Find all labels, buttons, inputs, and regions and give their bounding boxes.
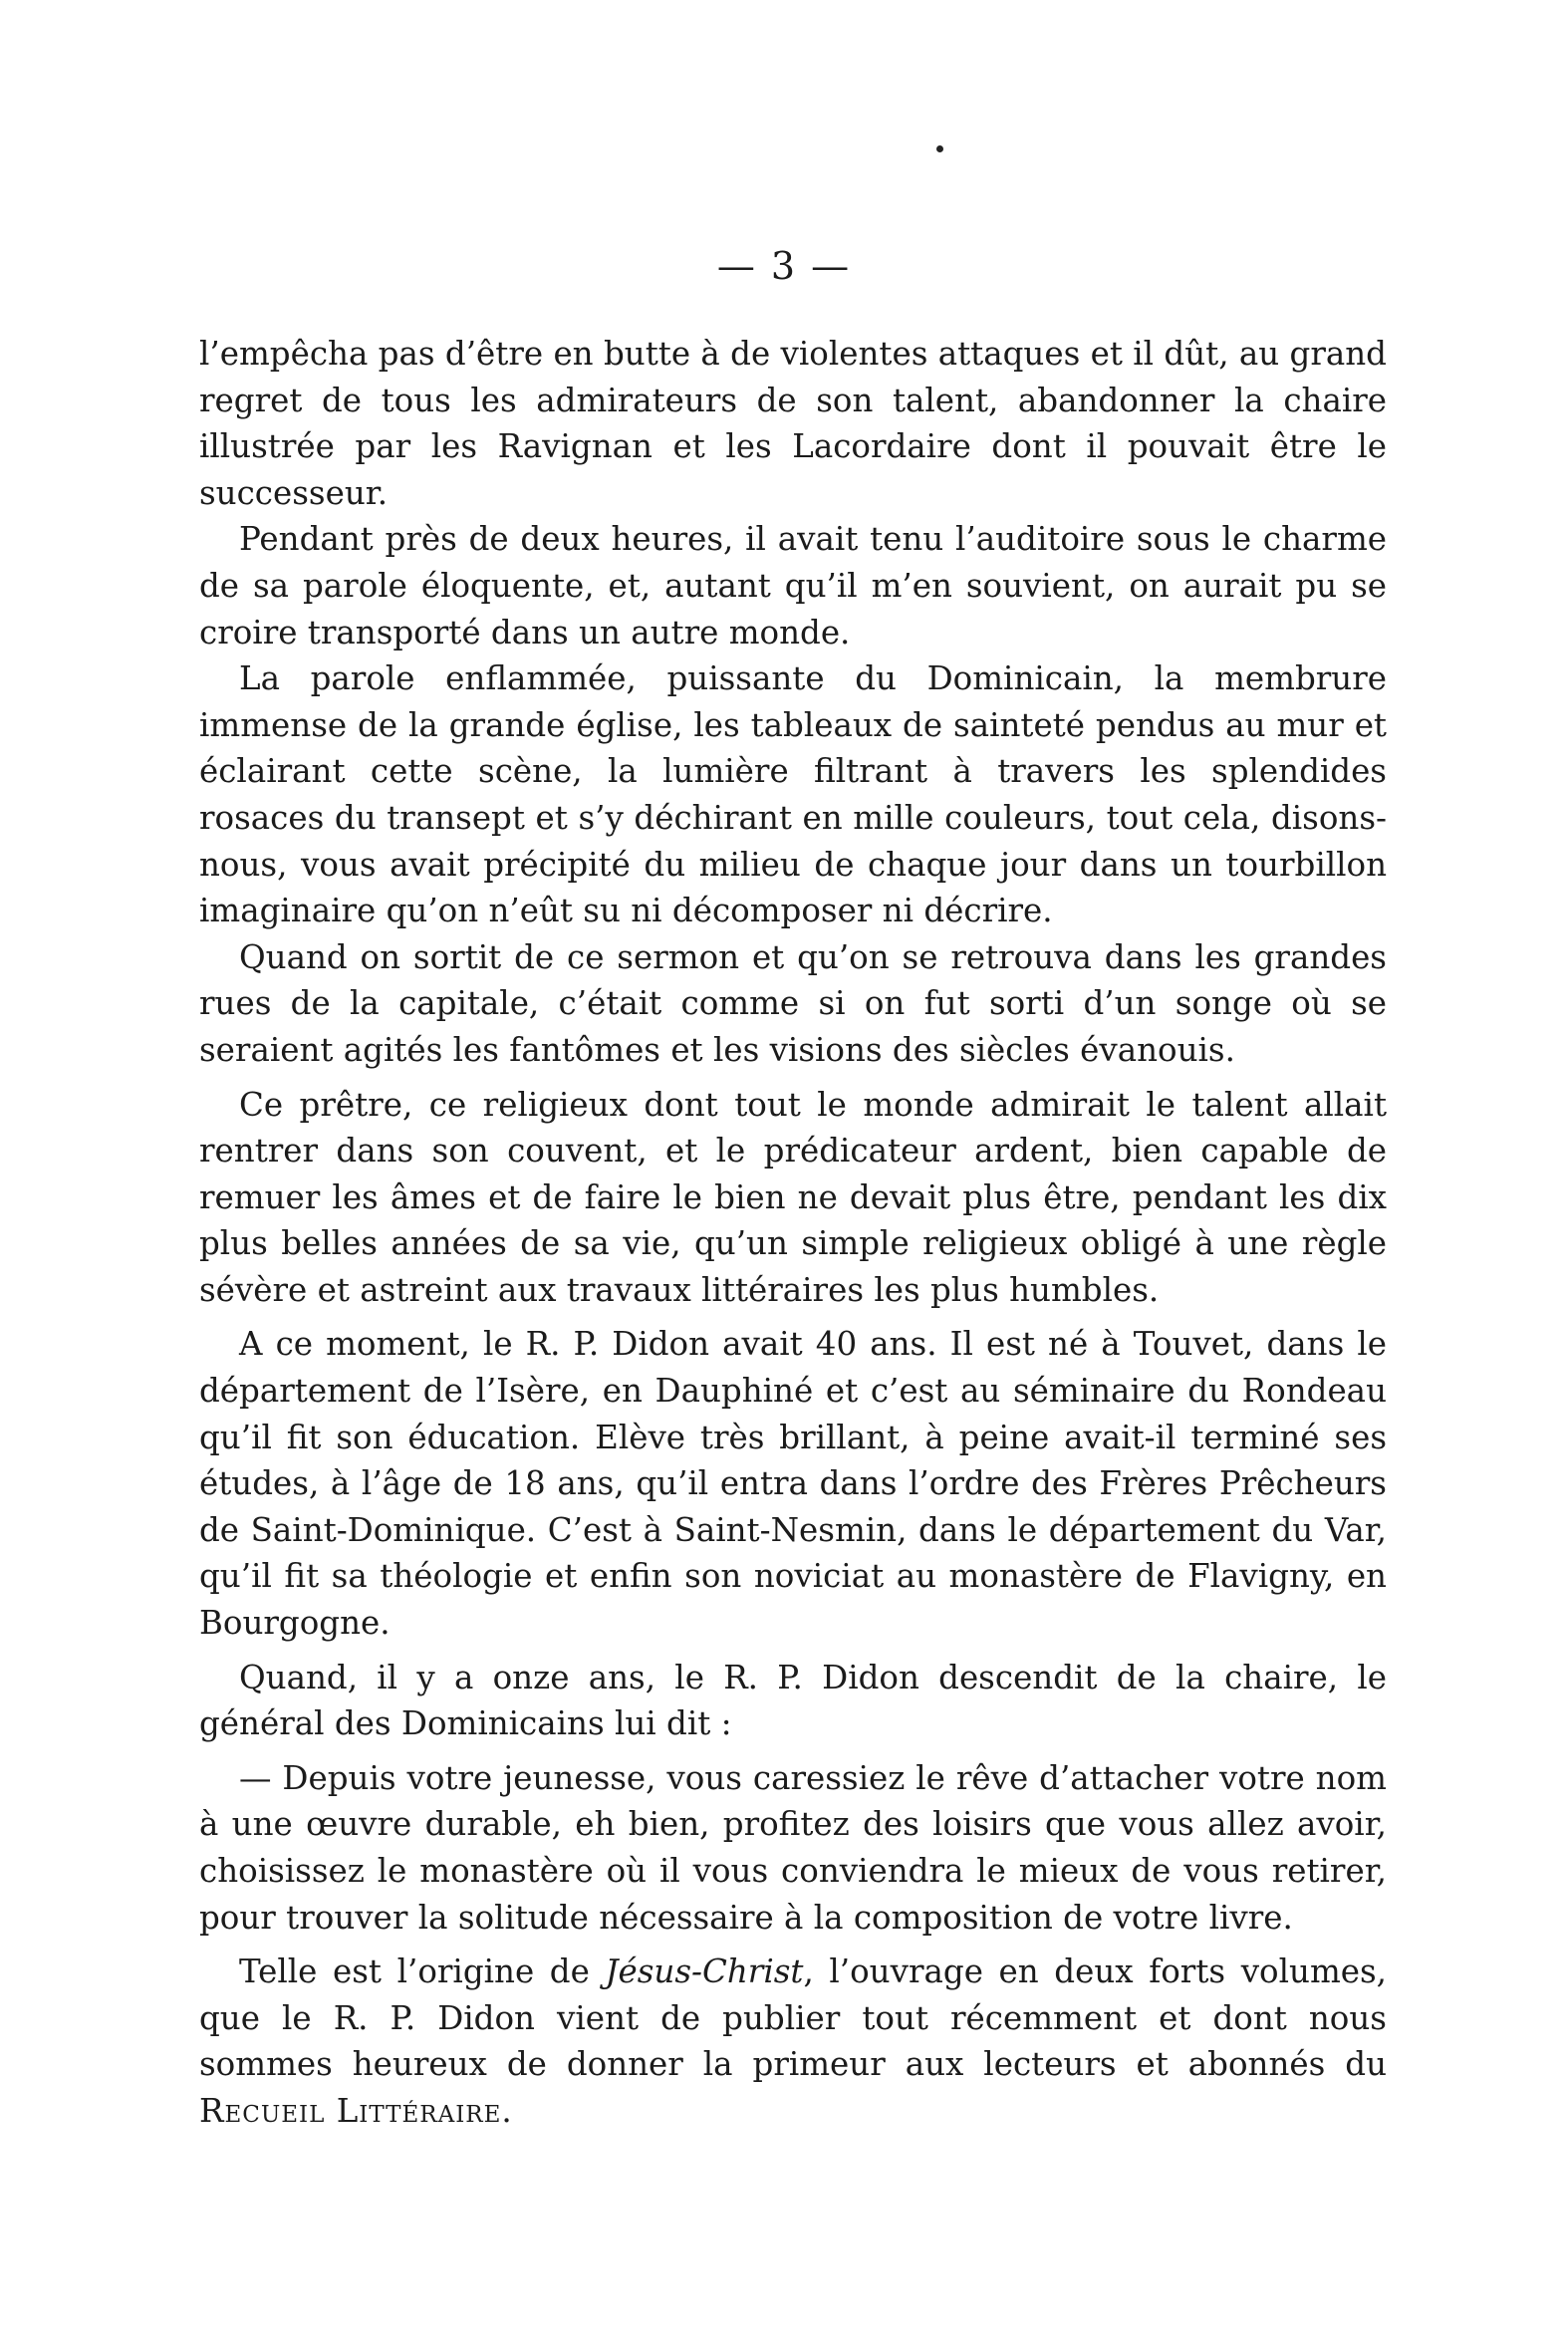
paragraph-9-end: . bbox=[501, 2091, 512, 2130]
page-number: — 3 — bbox=[716, 244, 852, 288]
paragraph-4: Quand on sortit de ce sermon et qu’on se retrouva dans les grandes rues de la capitale, c’était comme si on fut sorti d’un songe où se seraient agités les fantômes et les visions des siècles évanouis. bbox=[199, 937, 1387, 1069]
paragraph-6: A ce moment, le R. P. Didon avait 40 ans. Il est né à Touvet, dans le département de l’Isère, en Dauphiné et c’est au séminaire du Rondeau qu’il fit son éducation. Elève très brillant, à peine avait-il terminé ses études, à l’âge de 18 ans, qu’il entra dans l’ordre des Frères Prêcheurs de Saint-Dominique. C’est à Saint-Nesmin, dans le département du Var, qu’il fit sa théologie et enfin son noviciat au monastère de Flavigny, en Bourgogne. bbox=[199, 1325, 1387, 1643]
ink-speck bbox=[936, 145, 943, 152]
body-text bbox=[199, 331, 1387, 2135]
paragraph-5: Ce prêtre, ce religieux dont tout le monde admirait le talent allait rentrer dans son couvent, et le prédicateur ardent, bien capable de remuer les âmes et de faire le bien ne devait plus être, pendant les dix plus belles années de sa vie, qu’un simple religieux obligé à une règle sévère et astreint aux travaux littéraires les plus humbles. bbox=[199, 1085, 1387, 1309]
paragraph-9-before: Telle est l’origine de bbox=[239, 1952, 606, 1991]
paragraph-2: Pendant près de deux heures, il avait tenu l’auditoire sous le charme de sa parole éloquente, et, autant qu’il m’en souvient, on aurait pu se croire transporté dans un autre monde. bbox=[199, 520, 1387, 651]
paragraph-8: — Depuis votre jeunesse, vous caressiez le rêve d’attacher votre nom à une œuvre durable, eh bien, profitez des loisirs que vous allez avoir, choisissez le monastère où il vous conviendra le mieux de vous retirer, pour trouver la solitude nécessaire à la composition de votre livre. bbox=[199, 1758, 1387, 1937]
publication-name: Recueil Littéraire bbox=[199, 2091, 502, 2130]
paragraph-3: La parole enflammée, puissante du Dominicain, la membrure immense de la grande église, les tableaux de sainteté pendus au mur et éclairant cette scène, la lumière filtrant à travers les splendides rosaces du transept et s’y déchirant en mille couleurs, tout cela, disons-nous, vous avait précipité du milieu de chaque jour dans un tourbillon imaginaire qu’on n’eût su ni décomposer ni décrire. bbox=[199, 659, 1387, 930]
book-title: Jésus-Christ bbox=[605, 1952, 804, 1991]
paragraph-9 bbox=[199, 1949, 1387, 2134]
paragraph-7: Quand, il y a onze ans, le R. P. Didon descendit de la chaire, le général des Dominicains lui dit : bbox=[199, 1658, 1387, 1743]
paragraph-9-after: , l’ouvrage en deux forts volumes, que le R. P. Didon vient de publier tout récemment et dont nous sommes heureux de donner la primeur aux lecteurs et abonnés du bbox=[199, 1952, 1388, 2084]
paragraph-1: l’empêcha pas d’être en butte à de violentes attaques et il dût, au grand regret de tous les admirateurs de son talent, abandonner la chaire illustrée par les Ravignan et les Lacordaire dont il pouvait être le successeur. bbox=[199, 335, 1387, 512]
